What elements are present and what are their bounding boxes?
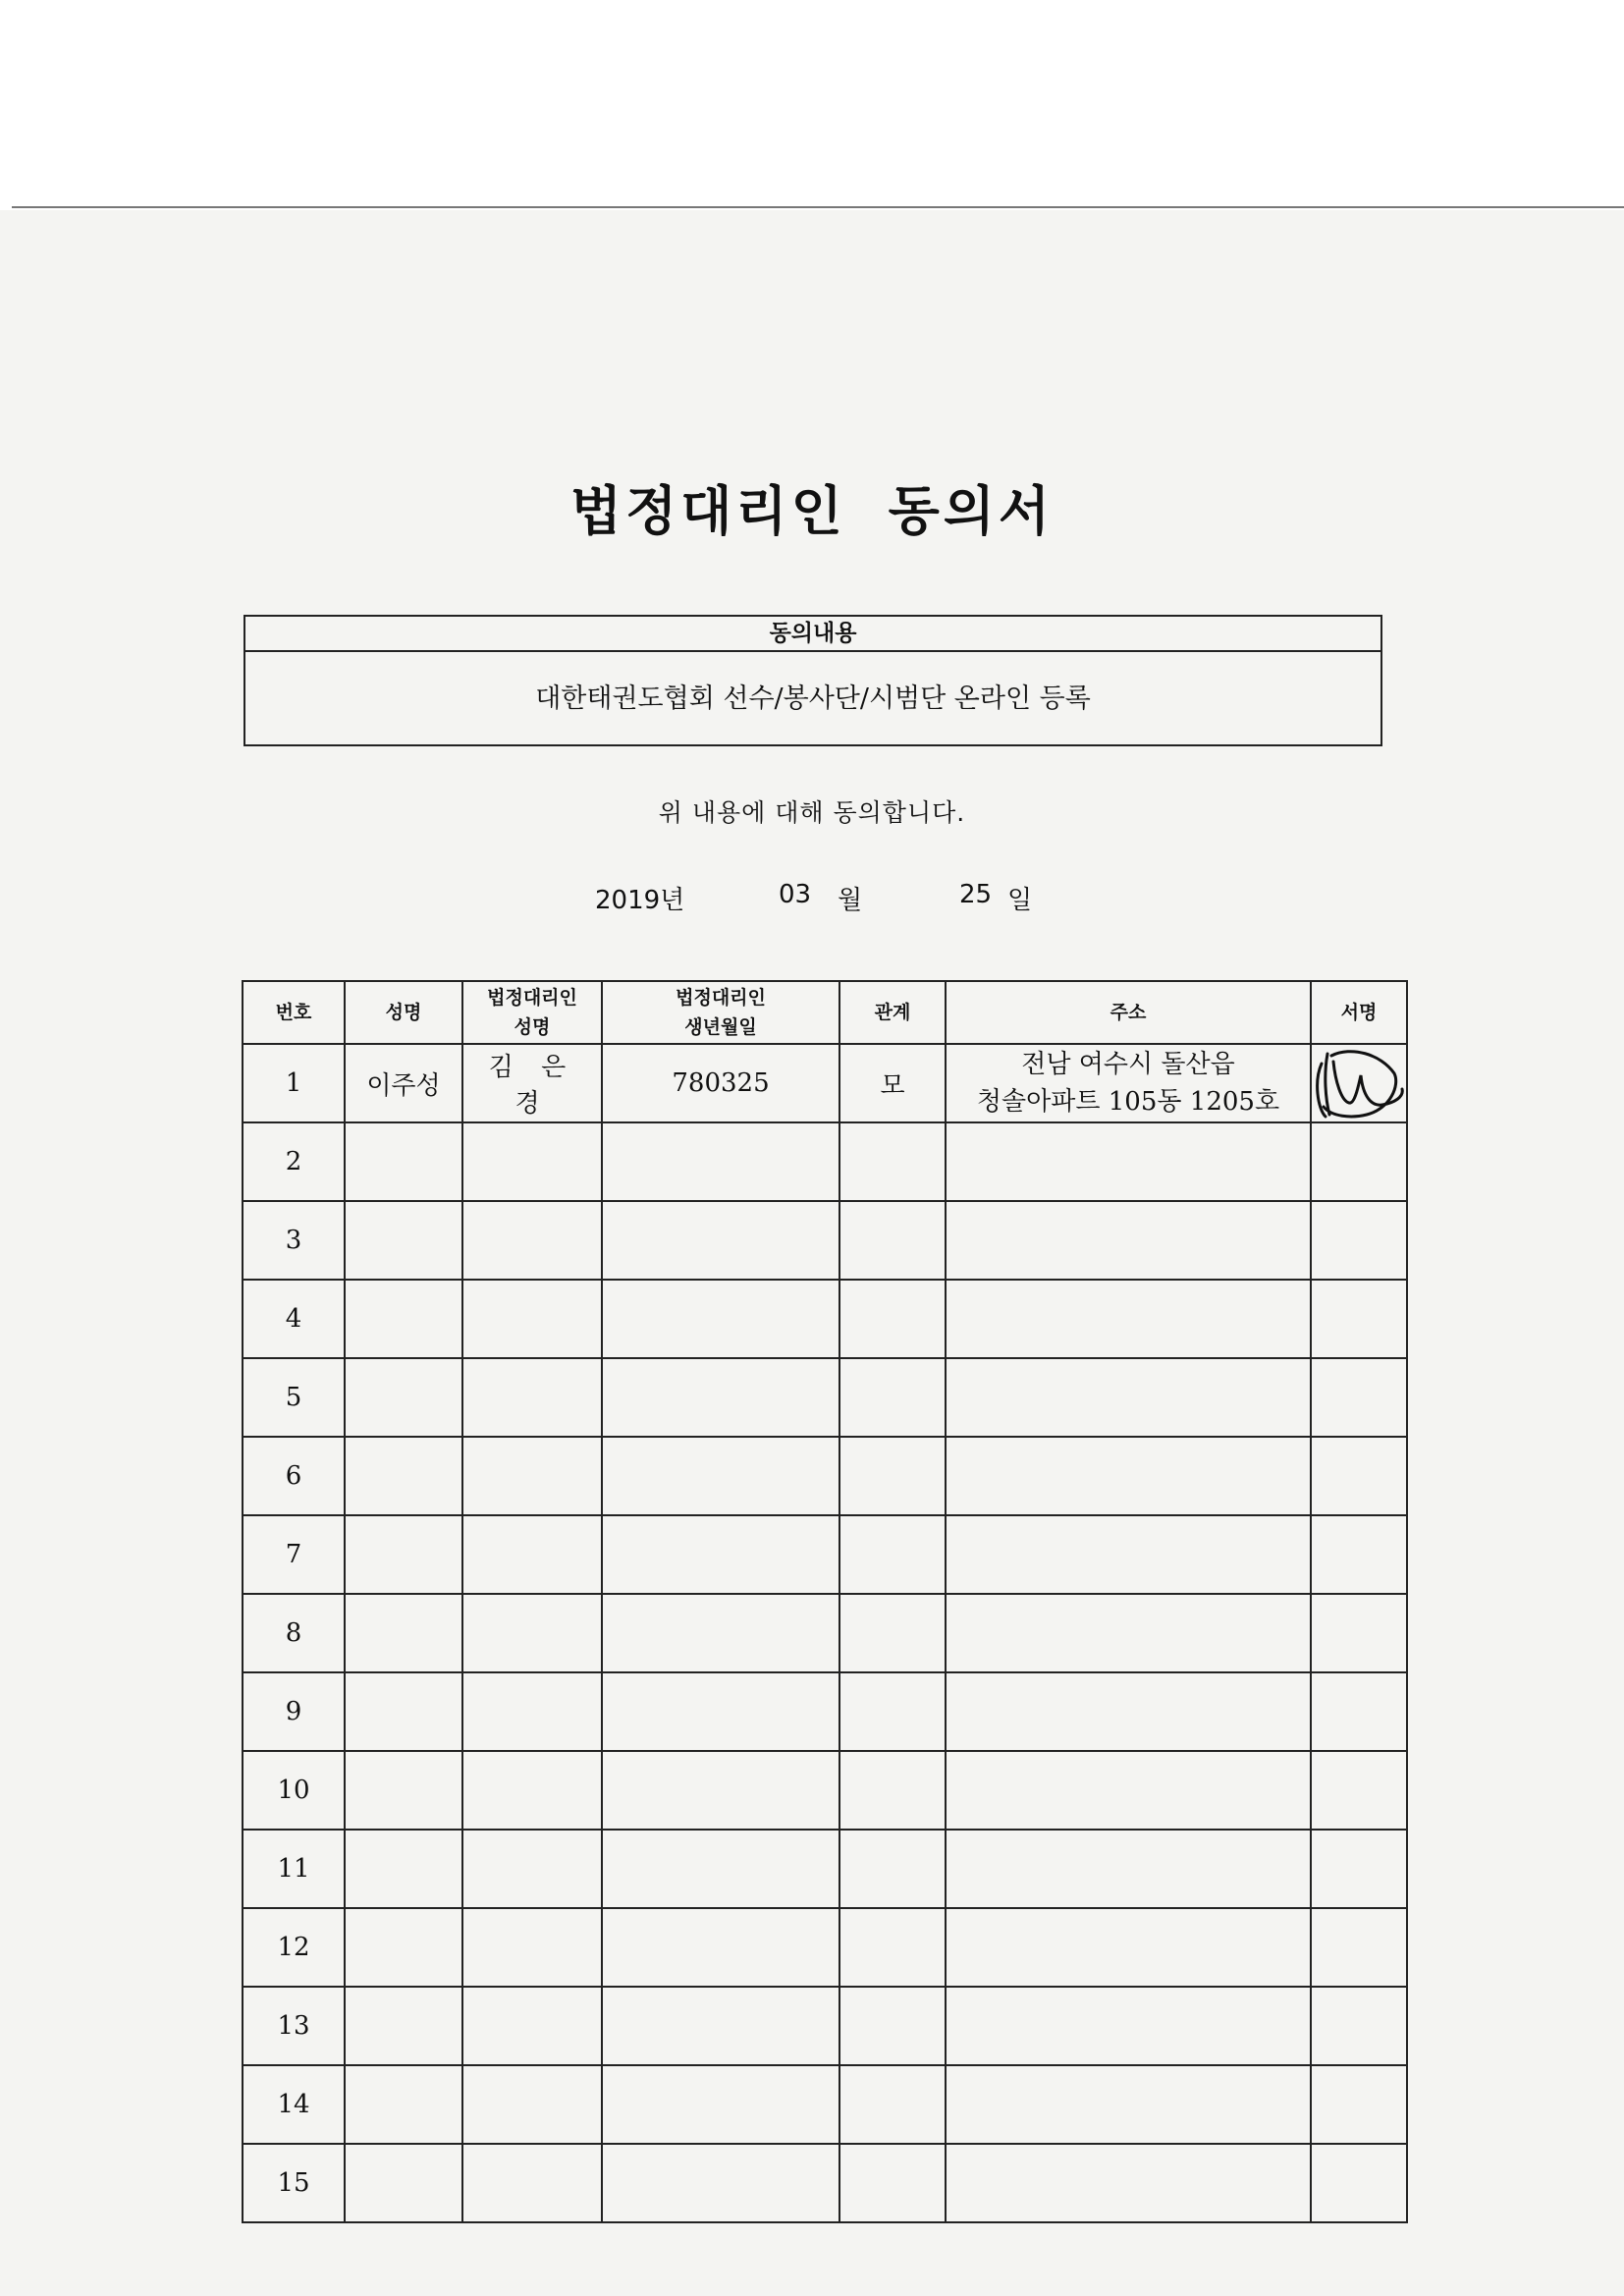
table-row	[243, 2065, 1407, 2144]
row-number: 3	[243, 1201, 345, 1280]
header-relation: 관계	[839, 981, 946, 1044]
row-number: 9	[243, 1672, 345, 1751]
row-number: 12	[243, 1908, 345, 1987]
date-day: 25	[959, 880, 993, 909]
table-row	[243, 1044, 1407, 1122]
date-month: 03	[779, 880, 812, 909]
table-row	[243, 1987, 1407, 2065]
table-row	[243, 1908, 1407, 1987]
row-number: 13	[243, 1987, 345, 2065]
table-row	[243, 1437, 1407, 1515]
date-month-unit: 월	[838, 886, 863, 915]
row-number: 5	[243, 1358, 345, 1437]
table-row	[243, 1830, 1407, 1908]
document-title	[0, 469, 1624, 545]
consent-body: 대한태권도협회 선수/봉사단/시범단 온라인 등록	[535, 683, 1091, 714]
roster-table	[242, 980, 1408, 2223]
cell-guardian-name: 김 은 경	[462, 1044, 602, 1122]
agreement-statement: 위 내용에 대해 동의합니다.	[658, 798, 966, 827]
title-word: 동의서	[888, 480, 1055, 542]
address-line: 청솔아파트 105동 1205호	[976, 1087, 1280, 1117]
header-line: 생년월일	[684, 1016, 757, 1038]
row-number: 15	[243, 2144, 345, 2222]
table-row	[243, 1751, 1407, 1830]
row-number: 14	[243, 2065, 345, 2144]
address-line: 전남 여수시 돌산읍	[1021, 1050, 1235, 1079]
row-number: 1	[243, 1044, 345, 1122]
header-line: 성명	[514, 1016, 551, 1038]
header-line: 법정대리인	[487, 987, 577, 1009]
header-no: 번호	[243, 981, 345, 1044]
row-number: 6	[243, 1437, 345, 1515]
row-number: 8	[243, 1594, 345, 1672]
cell-signature	[1311, 1044, 1407, 1122]
header-guardian-birth	[602, 981, 839, 1044]
cell-address	[946, 1044, 1311, 1122]
cell-relation: 모	[839, 1044, 946, 1122]
consent-header: 동의내용	[245, 617, 1380, 652]
table-row	[243, 1201, 1407, 1280]
header-name: 성명	[345, 981, 462, 1044]
table-row	[243, 1672, 1407, 1751]
table-row	[243, 1358, 1407, 1437]
date-day-unit: 일	[1007, 886, 1033, 915]
header-address: 주소	[946, 981, 1311, 1044]
row-number: 2	[243, 1122, 345, 1201]
header-signature: 서명	[1311, 981, 1407, 1044]
handwritten-signature	[1312, 1046, 1406, 1121]
scan-top-margin	[0, 0, 1624, 210]
row-number: 10	[243, 1751, 345, 1830]
scan-edge-line	[12, 206, 1624, 208]
table-row	[243, 1594, 1407, 1672]
cell-name: 이주성	[345, 1044, 462, 1122]
date-year: 2019년	[595, 886, 685, 915]
row-number: 7	[243, 1515, 345, 1594]
consent-box	[244, 615, 1382, 746]
table-header-row	[243, 981, 1407, 1044]
row-number: 4	[243, 1280, 345, 1358]
header-guardian-name	[462, 981, 602, 1044]
title-word: 법정대리인	[569, 480, 846, 542]
row-number: 11	[243, 1830, 345, 1908]
table-row	[243, 1122, 1407, 1201]
table-row	[243, 1515, 1407, 1594]
header-line: 법정대리인	[676, 987, 766, 1009]
cell-birth: 780325	[602, 1044, 839, 1122]
table-row	[243, 1280, 1407, 1358]
table-row	[243, 2144, 1407, 2222]
